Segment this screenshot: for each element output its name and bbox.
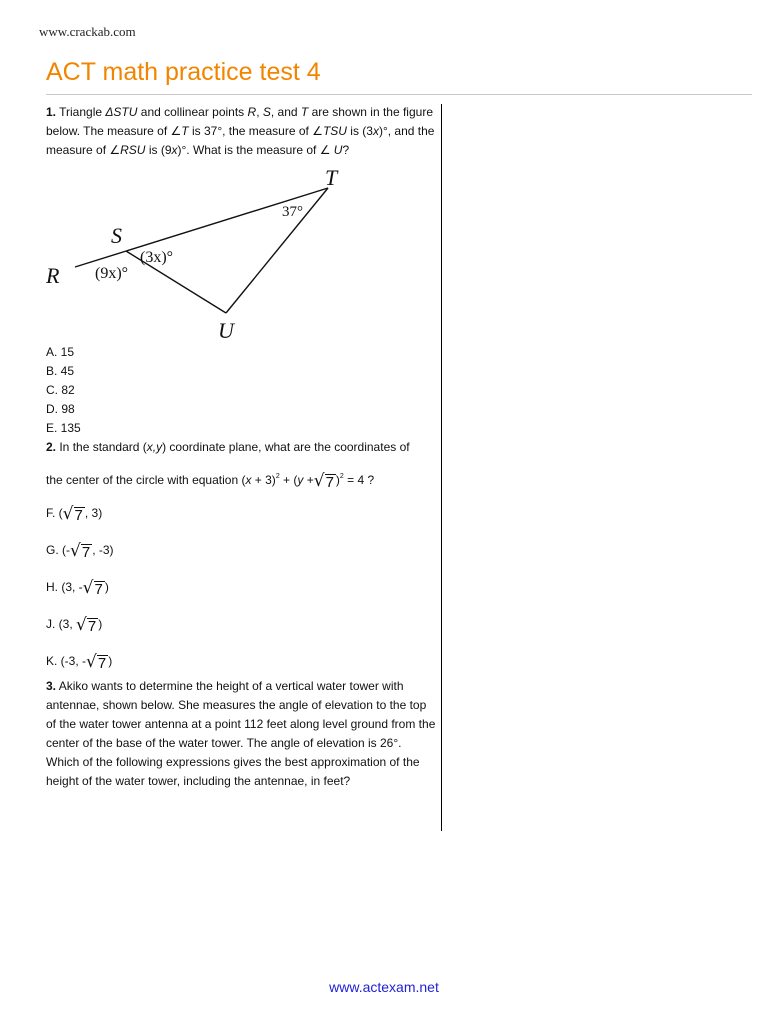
- page-title: ACT math practice test 4: [46, 58, 321, 86]
- question-1-text: 1. Triangle ΔSTU and collinear points R, S, and T are shown in the figure below. The measure of ∠T is 37°, the measure of ∠TSU is (3x)°, and the measure of ∠RSU is (9x)°. What is the measure of ∠ U?: [46, 105, 435, 157]
- answer-choice[interactable]: A. 15: [46, 345, 75, 359]
- answer-choice[interactable]: C. 82: [46, 383, 75, 397]
- answer-choice[interactable]: G. (- √ 7 , -3): [46, 541, 114, 561]
- question-number: 1.: [46, 105, 57, 119]
- answer-choice[interactable]: E. 135: [46, 421, 81, 435]
- answer-choice[interactable]: D. 98: [46, 402, 75, 416]
- angle-RSU-label: (9x)°: [95, 265, 129, 282]
- answer-choice[interactable]: K. (-3, - √ 7 ): [46, 652, 113, 672]
- label-U: U: [218, 318, 234, 338]
- answer-choice[interactable]: H. (3, - √ 7 ): [46, 578, 109, 598]
- question-2-answers: [46, 504, 438, 671]
- label-S: S: [111, 223, 122, 248]
- sqrt-seven: √ 7: [313, 471, 334, 491]
- question-number: 2.: [46, 440, 57, 454]
- question-1-answers: [46, 343, 438, 438]
- angle-T-label: 37°: [282, 204, 303, 220]
- answer-choice[interactable]: B. 45: [46, 364, 75, 378]
- label-T: T: [325, 168, 338, 190]
- question-number: 3.: [46, 679, 57, 693]
- answer-choice[interactable]: F. ( √ 7 , 3): [46, 504, 103, 524]
- title-divider: [46, 94, 752, 95]
- site-url: www.crackab.com: [39, 24, 136, 39]
- angle-TSU-label: (3x)°: [140, 249, 174, 266]
- label-R: R: [46, 263, 60, 288]
- triangle-figure: [46, 168, 346, 338]
- question-2-equation: the center of the circle with equation $(x + 3)^2 + (y$ + √ 7 )$^2$ = 4 ?: [46, 471, 375, 491]
- answer-choice[interactable]: J. (3, √ 7 ): [46, 615, 103, 635]
- question-column: [46, 103, 438, 791]
- question-3-text: 3. Akiko wants to determine the height of a vertical water tower with antennae, shown below. She measures the angle of elevation to the top of the water tower antenna at a point 112 feet along level ground from the center of the base of the water tower. The angle of elevation is 26°. Which of the following expressions gives the best approximation of the height of the water tower, including the antennae, in feet?: [46, 679, 436, 788]
- question-2-text: 2. In the standard (x,y) coordinate plane, what are the coordinates of: [46, 440, 410, 454]
- footer-link[interactable]: www.actexam.net: [329, 979, 439, 995]
- column-divider: [441, 104, 442, 831]
